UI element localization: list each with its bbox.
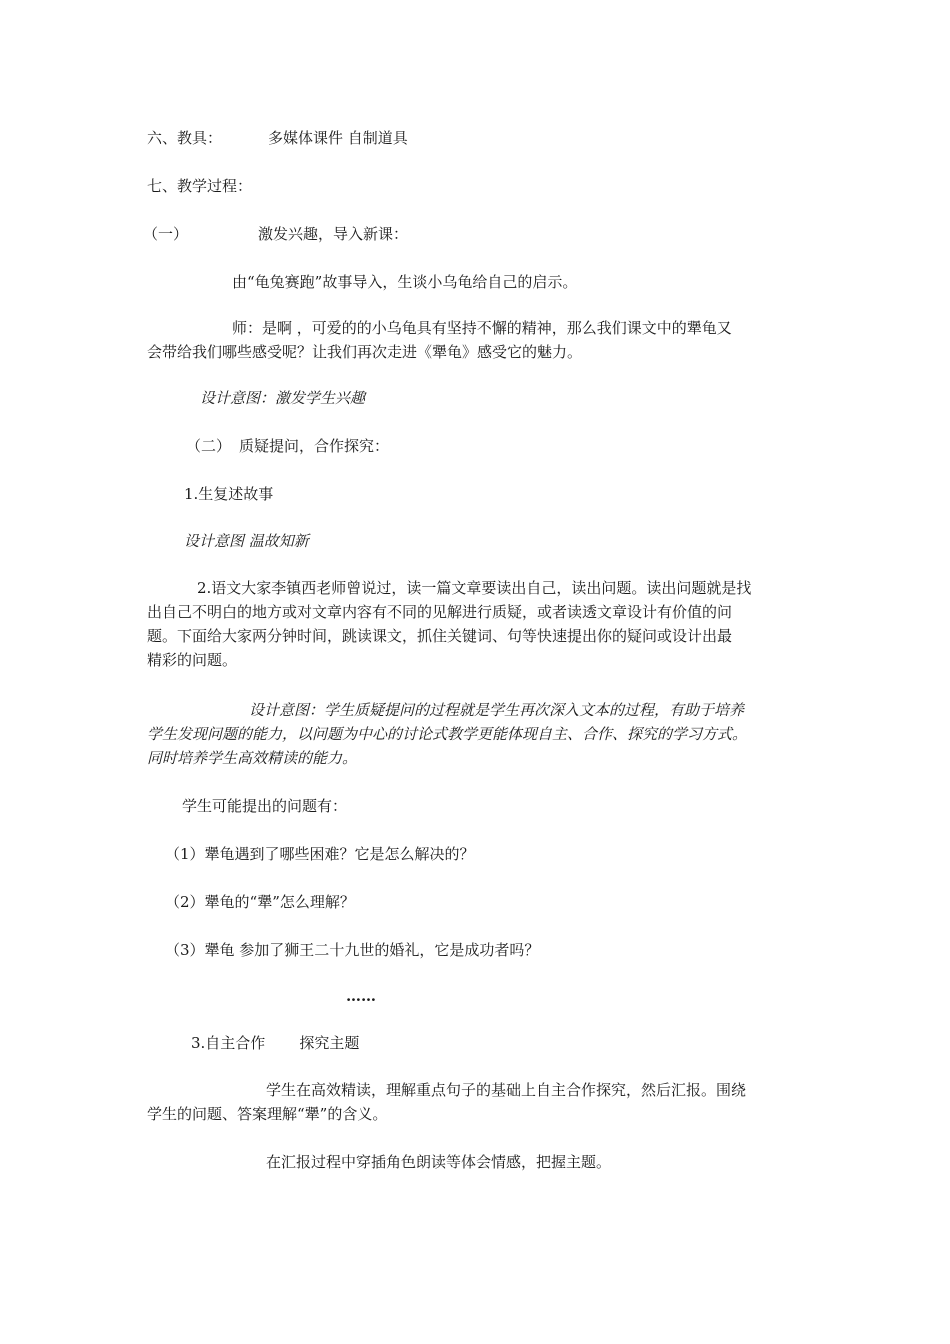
design-intent-1: 设计意图：激发学生兴趣 [200,389,366,407]
step-number: 3.自主合作 [191,1034,266,1052]
question-line-3: 题。下面给大家两分钟时间，跳读课文，抓住关键词、句等快速提出你的疑问或设计出最 [147,627,733,645]
question-line-1: 2.语文大家李镇西老师曾说过，读一篇文章要读出自己，读出问题。读出问题就是找 [197,579,752,597]
step-title: 探究主题 [299,1034,360,1052]
teaching-tools-value: 多媒体课件 自制道具 [268,129,408,147]
intent-line-2: 学生发现问题的能力，以问题为中心的讨论式教学更能体现自主、合作、探究的学习方式。 [147,725,748,743]
report-paragraph: 在汇报过程中穿插角色朗读等体会情感，把握主题。 [266,1153,612,1171]
retell-item: 1.生复述故事 [184,485,274,503]
ellipsis: …… [346,987,376,1005]
question-item-2: （2）犟龟的“犟”怎么理解？ [165,893,355,911]
question-paragraph [147,576,751,672]
section-label: 六、教具： [147,129,223,147]
step-title: 激发兴趣，导入新课： [258,225,409,243]
teacher-paragraph [147,316,732,364]
question-item-3: （3）犟龟 参加了狮王二十九世的婚礼，它是成功者吗？ [165,941,540,959]
teacher-line-2: 会带给我们哪些感受呢？让我们再次走进《犟龟》感受它的魅力。 [147,343,583,361]
intent-line-1: 设计意图：学生质疑提问的过程就是学生再次深入文本的过程，有助于培养 [249,701,745,719]
cooperation-paragraph [147,1078,746,1126]
design-intent-2: 设计意图 温故知新 [184,532,309,550]
cooperation-line-1: 学生在高效精读，理解重点句子的基础上自主合作探究，然后汇报。围绕 [266,1081,747,1099]
teaching-tools-line [147,128,408,148]
question-line-2: 出自己不明白的地方或对文章内容有不同的见解进行质疑，或者读透文章设计有价值的问 [147,603,733,621]
step-number: （一） [143,225,189,243]
possible-questions-intro: 学生可能提出的问题有： [182,797,348,815]
intent-line-3: 同时培养学生高效精读的能力。 [147,749,358,767]
teacher-line-1: 师：是啊 ，可爱的的小乌龟具有坚持不懈的精神，那么我们课文中的犟龟又 [232,319,732,337]
step-three-heading [191,1033,359,1053]
question-line-4: 精彩的问题。 [147,651,238,669]
design-intent-3 [147,698,747,770]
intro-paragraph: 由“龟兔赛跑”故事导入，生谈小乌龟给自己的启示。 [232,273,578,291]
step-title: 质疑提问，合作探究： [239,437,390,455]
step-one-heading [143,224,408,244]
teaching-process-heading: 七、教学过程： [147,177,253,195]
step-two-heading [186,436,389,456]
question-item-1: （1）犟龟遇到了哪些困难？它是怎么解决的？ [165,845,475,863]
cooperation-line-2: 学生的问题、答案理解“犟”的含义。 [147,1105,388,1123]
step-number: （二） [186,437,232,455]
